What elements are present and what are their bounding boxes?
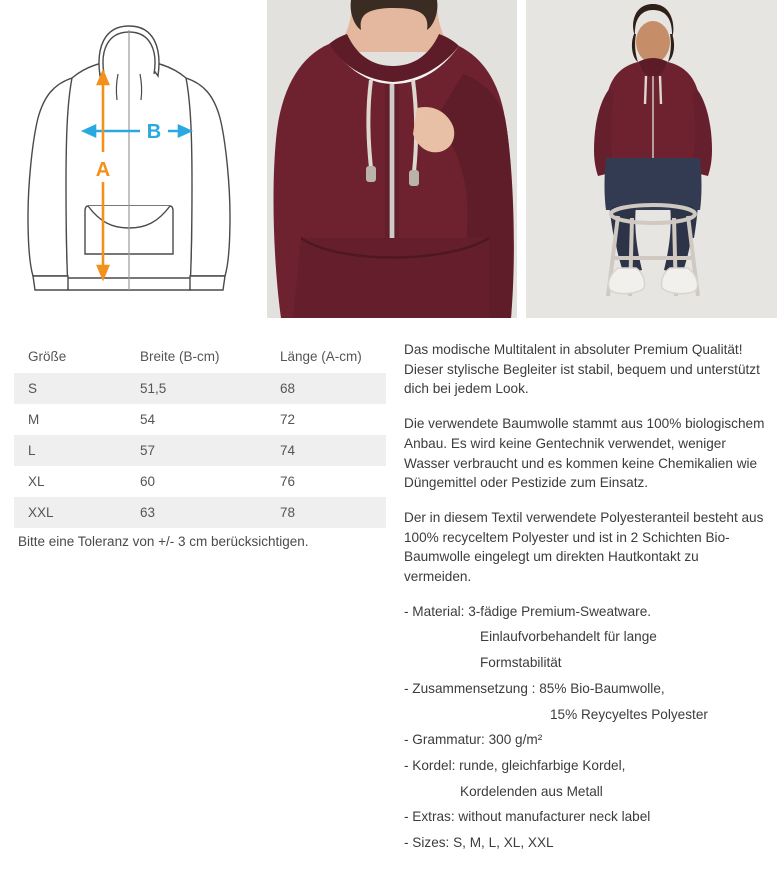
cell-width: 57	[126, 435, 266, 466]
spec-extras: - Extras: without manufacturer neck label	[404, 809, 651, 825]
hoodie-technical-drawing	[0, 0, 258, 318]
tolerance-note: Bitte eine Toleranz von +/- 3 cm berücksichtigen.	[18, 534, 309, 549]
table-row	[14, 404, 386, 435]
description-paragraph-2: Die verwendete Baumwolle stammt aus 100% biologischem Anbau. Es wird keine Gentechnik verwendet, weniger Wasser verbraucht und es kommen keine Chemikalien wie Düngemittel oder Pestizide zum Einsatz.	[404, 416, 765, 491]
spec-material-cont-1: Einlaufvorbehandelt für lange	[480, 629, 657, 645]
cell-length: 78	[266, 497, 386, 528]
cell-size: M	[14, 404, 126, 435]
hoodie-detail-photo	[267, 0, 517, 318]
size-table-head	[14, 340, 386, 373]
cell-length: 72	[266, 404, 386, 435]
hoodie-model-photo	[526, 0, 777, 318]
size-table	[14, 340, 386, 528]
cell-size: S	[14, 373, 126, 404]
cell-size: XXL	[14, 497, 126, 528]
size-table-wrapper	[14, 340, 386, 528]
spec-material: - Material: 3-fädige Premium-Sweatware.	[404, 603, 652, 619]
cell-width: 54	[126, 404, 266, 435]
header-length: Länge (A-cm)	[266, 340, 386, 373]
description-paragraph-3: Der in diesem Textil verwendete Polyesteranteil besteht aus 100% recyceltem Polyester und ist in 2 Schichten Bio-Baumwolle eingelegt um direkten Hautkontakt zu vermeiden.	[404, 509, 764, 585]
description-paragraph-1: Das modische Multitalent in absoluter Premium Qualität! Dieser stylische Begleiter ist stabil, bequem und unterstützt dich bei jedem Look.	[404, 342, 760, 397]
product-image-row	[0, 0, 777, 318]
spec-sizes: - Sizes: S, M, L, XL, XXL	[404, 835, 554, 851]
product-description	[404, 340, 766, 859]
spec-weight: - Grammatur: 300 g/m²	[404, 732, 543, 748]
table-row	[14, 497, 386, 528]
size-table-body	[14, 373, 386, 528]
cell-width: 60	[126, 466, 266, 497]
spec-material-cont-2: Formstabilität	[480, 655, 562, 671]
header-width: Breite (B-cm)	[126, 340, 266, 373]
spec-composition-cont: 15% Reycyeltes Polyester	[550, 706, 708, 722]
table-row	[14, 466, 386, 497]
cell-size: L	[14, 435, 126, 466]
table-row	[14, 373, 386, 404]
technical-drawing-label-a: A	[95, 159, 111, 181]
header-size: Größe	[14, 340, 126, 373]
product-specs	[404, 602, 766, 853]
cell-length: 74	[266, 435, 386, 466]
cell-width: 51,5	[126, 373, 266, 404]
size-table-header-row	[14, 340, 386, 373]
spec-composition: - Zusammensetzung : 85% Bio-Baumwolle,	[404, 680, 665, 696]
technical-drawing-label-b: B	[146, 121, 162, 143]
table-row	[14, 435, 386, 466]
cell-length: 76	[266, 466, 386, 497]
spec-cord: - Kordel: runde, gleichfarbige Kordel,	[404, 757, 626, 773]
cell-width: 63	[126, 497, 266, 528]
spec-cord-cont: Kordelenden aus Metall	[460, 783, 603, 799]
cell-length: 68	[266, 373, 386, 404]
cell-size: XL	[14, 466, 126, 497]
